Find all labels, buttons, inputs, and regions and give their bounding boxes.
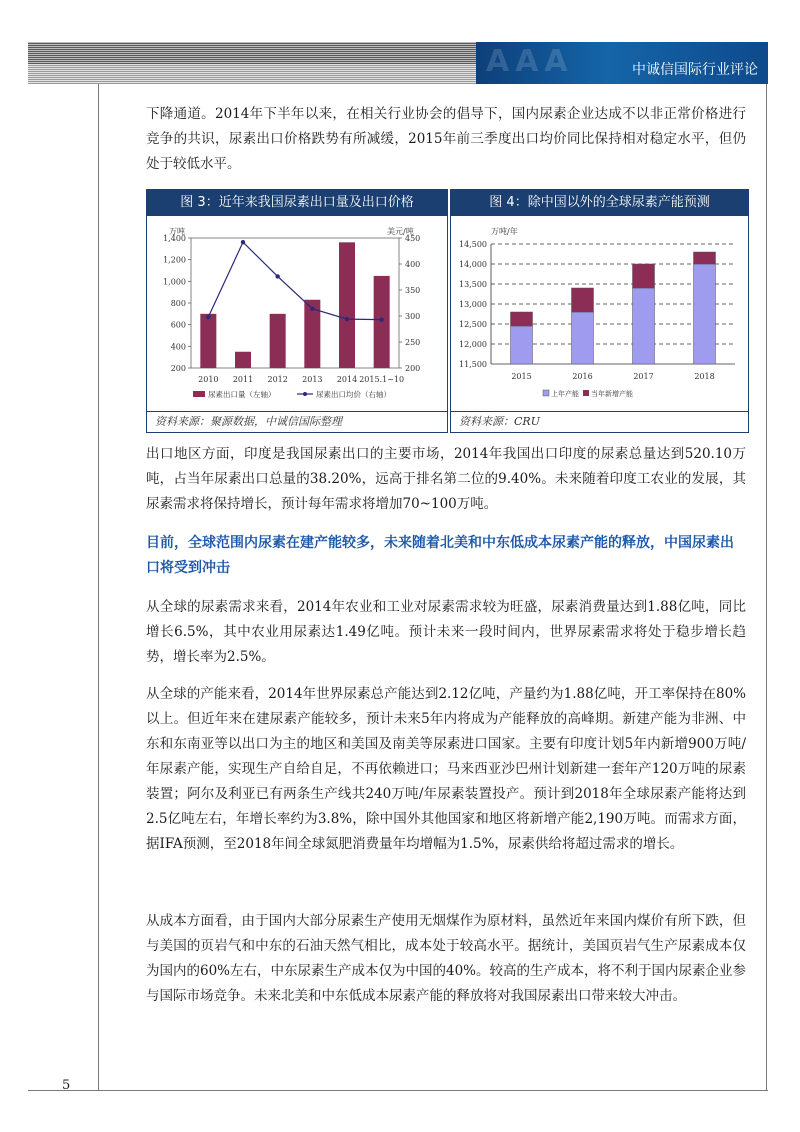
chart3-x-tick-label: 2014 [336,375,358,384]
chart4-legend-label-added: 当年新增产能 [591,390,633,398]
chart4-bar-base [633,288,655,364]
frame-left-rule [98,84,99,1090]
chart3-price-point [206,315,210,319]
chart3-right-tick-label: 300 [405,312,421,321]
chart3-left-tick-label: 600 [170,320,186,330]
chart3-x-tick-label: 2013 [302,375,323,384]
paragraph-cost: 从成本方面看，由于国内大部分尿素生产使用无烟煤作为原材料，虽然近年来国内煤价有所下跌，但与美国的页岩气和中东的石油天然气相比，成本处于较高水平。据统计，美国页岩气生产尿素成本仅为国内的60%左右，中东尿素生产成本仅为中国的40%。较高的生产成本，将不利于国内尿素企业参与国际市场竞争。未来北美和中东低成本尿素产能的释放将对我国尿素出口带来较大冲击。 [146,913,747,1004]
chart3-left-tick-label: 1,400 [163,234,186,243]
chart3-x-tick-label: 2010 [198,375,219,384]
chart4-x-tick-label: 2016 [572,372,593,381]
chart3-right-tick-label: 400 [405,260,421,269]
chart4-y-tick-label: 14,000 [459,260,487,269]
chart4-legend-swatch-base [543,390,549,396]
chart3-price-point [241,240,245,244]
chart3-title: 图 3：近年来我国尿素出口量及出口价格 [147,190,447,216]
chart4-source: 资料来源：CRU [451,411,748,432]
frame-bottom-rule [28,1090,768,1091]
frame-right-rule [766,84,767,1090]
chart3-x-tick-label: 2015.1~10 [359,375,405,384]
chart3-x-tick-label: 2012 [267,375,288,384]
chart3-source: 资料来源：聚源数据，中诚信国际整理 [147,411,447,432]
chart3-left-tick-label: 400 [170,342,186,352]
chart3-bar [374,276,390,368]
section-heading: 目前，全球范围内尿素在建产能较多，未来随着北美和中东低成本尿素产能的释放，中国尿素出口将受到冲击 [146,535,734,576]
chart3-bar [200,314,216,368]
header-watermark: AAA [486,44,574,79]
chart4-plot [451,216,748,411]
chart3-price-point [310,307,314,311]
chart3-legend-label-bar: 尿素出口量（左轴） [208,390,276,399]
header-brand-banner [476,42,768,84]
chart3-price-point [379,317,383,321]
chart3-left-tick-label: 1,200 [163,255,186,265]
chart4-legend-label-base: 上年产能 [551,390,579,398]
chart4-y-tick-label: 13,000 [459,300,487,309]
chart4-bar-base [572,312,594,364]
chart3-right-tick-label: 200 [405,364,421,373]
paragraph-export-regions: 出口地区方面，印度是我国尿素出口的主要市场，2014年我国出口印度的尿素总量达到520.10万吨，占当年尿素出口总量的38.20%，远高于排名第二位的9.40%。未来随着印度工农业的发展，其尿素需求将保持增长，预计每年需求将增加70~100万吨。 [146,446,746,512]
chart4-y-tick-label: 13,500 [459,280,487,289]
page-number: 5 [62,1078,71,1093]
chart3-price-line [208,242,381,319]
paragraph-intro: 下降通道。2014年下半年以来，在相关行业协会的倡导下，国内尿素企业达成不以非正常价格进行竞争的共识，尿素出口价格跌势有所减缓，2015年前三季度出口均价同比保持相对稳定水平，但仍处于较低水平。 [146,106,746,172]
chart3-left-tick-label: 800 [170,299,186,308]
chart3-legend-label-line: 尿素出口均价（右轴） [316,390,391,399]
chart3-right-axis-unit: 美元/吨 [387,227,414,236]
paragraph-global-demand: 从全球的尿素需求来看，2014年农业和工业对尿素需求较为旺盛，尿素消费量达到1.88亿吨，同比增长6.5%，其中农业用尿素达1.49亿吨。预计未来一段时间内，世界尿素需求将处于稳步增长趋势，增长率为2.5%。 [146,599,746,665]
chart3-left-tick-label: 200 [170,364,186,373]
chart3-x-tick-label: 2011 [232,375,254,384]
chart3-bar [339,242,355,368]
chart3-legend-swatch-marker [303,392,307,396]
chart3-bar [235,352,251,368]
chart4-x-tick-label: 2015 [511,372,532,381]
chart3-right-tick-label: 350 [405,286,421,295]
chart4-bar-base [511,326,533,364]
chart3-bar [270,314,286,368]
chart3-left-tick-label: 1,000 [163,277,186,287]
chart3-plot-frame [191,238,399,368]
header-stripe-lower [28,64,476,84]
chart4-x-tick-label: 2017 [633,372,654,381]
chart4-y-tick-label: 12,500 [459,320,487,329]
chart4-bar-added [511,312,533,326]
chart3-price-point [345,317,349,321]
chart4-bar-added [572,288,594,312]
header-title: 中诚信国际行业评论 [632,62,758,78]
chart4-axis-unit: 万吨/年 [491,227,518,236]
chart-figure-3 [146,189,448,433]
chart4-x-tick-label: 2018 [694,372,715,381]
chart3-left-axis-unit: 万吨 [169,227,185,236]
chart4-y-tick-label: 12,000 [459,340,487,349]
chart3-legend-swatch-bar [193,391,205,397]
chart4-legend-swatch-added [583,390,589,396]
chart4-y-tick-label: 11,500 [459,360,487,369]
chart3-right-tick-label: 450 [405,234,421,243]
chart3-price-point [275,274,279,278]
chart3-right-tick-label: 250 [405,338,421,347]
paragraph-global-capacity: 从全球的产能来看，2014年世界尿素总产能达到2.12亿吨，产量约为1.88亿吨，开工率保持在80%以上。但近年来在建尿素产能较多，预计未来5年内将成为产能释放的高峰期。新建产能为非洲、中东和东南亚等以出口为主的地区和美国及南美等尿素进口国家。主要有印度计划5年内新增900万吨/年尿素产能，实现生产自给自足，不再依赖进口；马来西亚沙巴州计划新建一套年产120万吨的尿素装置；阿尔及利亚已有两条生产线共240万吨/年尿素装置投产。预计到2018年全球尿素产能将达到2.5亿吨左右，年增长率约为3.8%，除中国外其他国家和地区将新增产能2,190万吨。而需求方面，据IFA预测，至2018年间全球氮肥消费量年均增幅为1.5%，尿素供给将超过需求的增长。 [146,686,746,852]
chart3-plot [147,216,447,411]
chart4-y-tick-label: 14,500 [459,240,487,249]
chart-figure-4 [450,189,749,433]
chart4-bar-added [694,252,716,264]
chart4-title: 图 4：除中国以外的全球尿素产能预测 [451,190,748,216]
chart4-bar-added [633,264,655,288]
chart4-bar-base [694,264,716,364]
